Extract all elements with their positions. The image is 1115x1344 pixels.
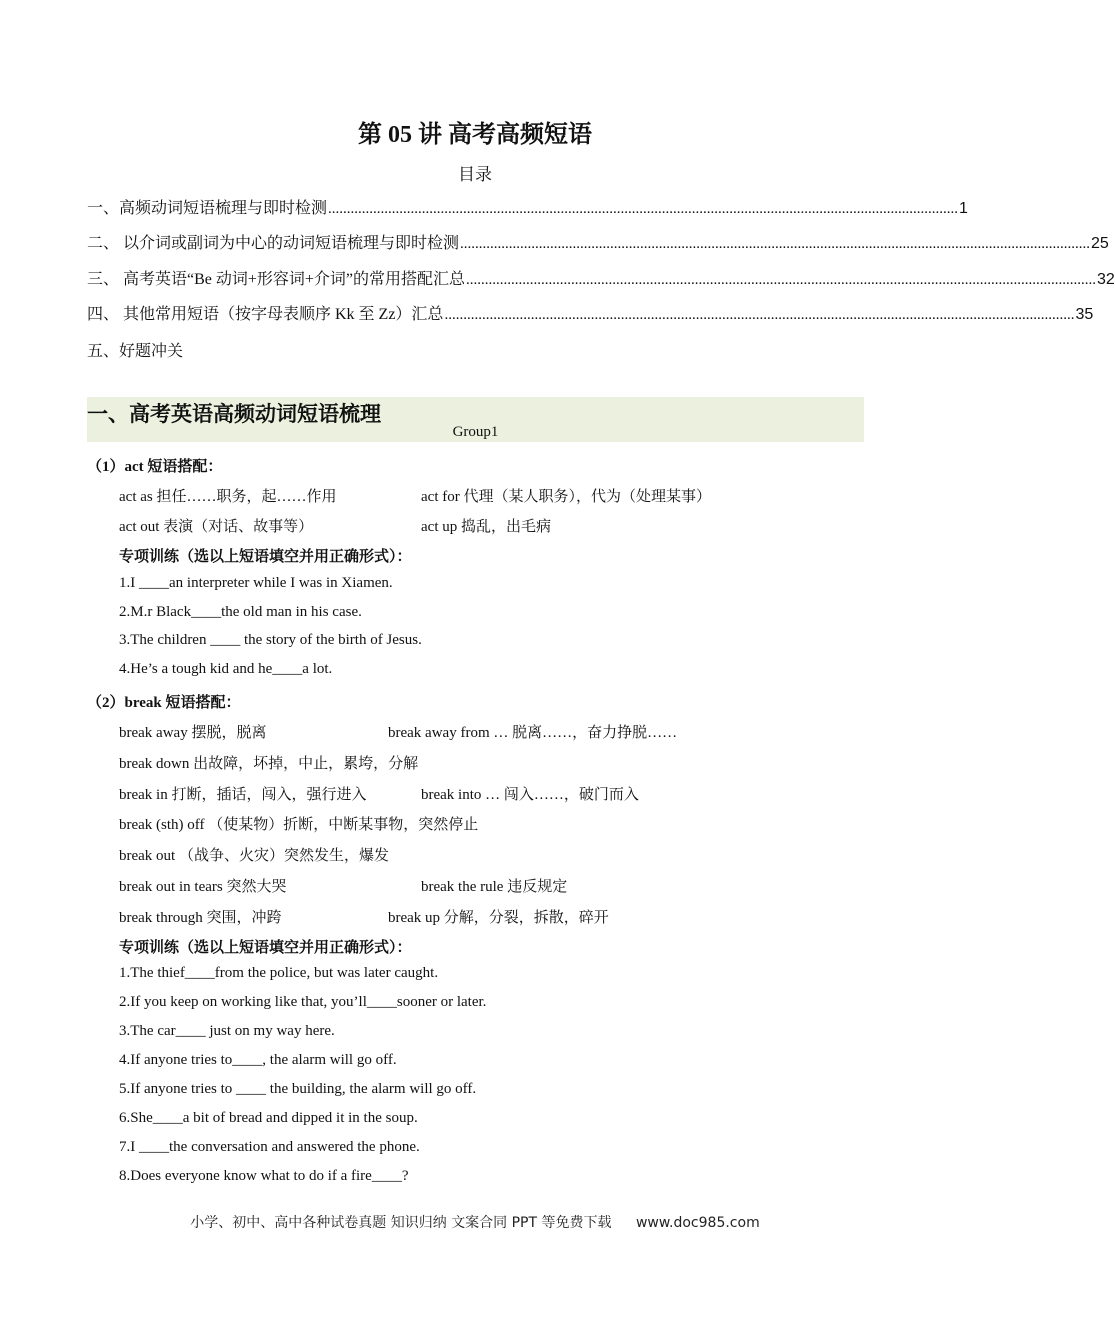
exercise-item: 8.Does everyone know what to do if a fire____? [119, 1168, 409, 1184]
group-label: Group1 [452, 424, 499, 440]
footer-link[interactable]: www.doc985.com [635, 1215, 760, 1231]
phrase-item: break into … 闯入……，破门而入 [421, 787, 639, 803]
toc-page-number: 35 [1075, 306, 1094, 323]
phrase-item: break through 突围，冲跨 [119, 910, 282, 926]
exercise-item: 2.M.r Black____the old man in his case. [119, 604, 362, 620]
phrase-item: break away from … 脱离……，奋力挣脱…… [388, 725, 678, 741]
phrase-item: break up 分解，分裂，拆散，碎开 [388, 910, 609, 926]
phrase-item: act as 担任……职务，起……作用 [119, 489, 337, 505]
toc-leader: ........................................................................................................................................................................ [466, 272, 1097, 288]
phrase-item: break out （战争、火灾）突然发生，爆发 [119, 848, 389, 864]
toc-item[interactable] [87, 301, 1094, 325]
toc-page-number: 32 [1097, 271, 1115, 288]
exercise-item: 5.If anyone tries to ____ the building, the alarm will go off. [119, 1081, 477, 1097]
toc-item-text: 四、 其他常用短语（按字母表顺序 Kk 至 Zz）汇总 [87, 306, 444, 323]
toc-item[interactable] [87, 338, 835, 362]
toc-item-text: 五、好题冲关 [87, 343, 184, 360]
phrase-item: break out in tears 突然大哭 [119, 879, 287, 895]
page-title: 第 05 讲 高考高频短语 [358, 122, 592, 148]
exercise-item: 1.I ____an interpreter while I was in Xiamen. [119, 575, 393, 591]
phrase-item: break the rule 违反规定 [421, 879, 568, 895]
toc-item-text: 一、高频动词短语梳理与即时检测 [87, 200, 328, 217]
toc-item-text: 二、 以介词或副词为中心的动词短语梳理与即时检测 [87, 235, 460, 252]
toc-page-number: 25 [1091, 235, 1109, 252]
exercise-item: 3.The car____ just on my way here. [119, 1023, 335, 1039]
phrase-item: break in 打断，插话，闯入，强行进入 [119, 787, 367, 803]
exercise-item: 4.He’s a tough kid and he____a lot. [119, 661, 333, 677]
act-heading: （1）act 短语搭配： [87, 459, 223, 475]
training-heading: 专项训练（选以上短语填空并用正确形式）： [119, 549, 412, 565]
toc-item[interactable] [87, 195, 968, 219]
section-heading: 一、高考英语高频动词短语梳理 [87, 402, 381, 426]
page-footer [0, 1212, 950, 1232]
toc-item[interactable] [87, 266, 1115, 290]
training-heading: 专项训练（选以上短语填空并用正确形式）： [119, 940, 412, 956]
phrase-item: break (sth) off （使某物）折断，中断某事物，突然停止 [119, 817, 479, 833]
toc-item-text: 三、 高考英语“Be 动词+形容词+介词”的常用搭配汇总 [87, 271, 466, 288]
toc-heading: 目录 [458, 165, 492, 184]
exercise-item: 7.I ____the conversation and answered the phone. [119, 1139, 420, 1155]
exercise-item: 1.The thief____from the police, but was later caught. [119, 965, 439, 981]
phrase-item: break down 出故障，坏掉，中止，累垮，分解 [119, 756, 419, 772]
footer-text: 小学、初中、高中各种试卷真题 知识归纳 文案合同 PPT 等免费下载 [190, 1215, 612, 1231]
toc-leader: ........................................................................................................................................................................ [444, 307, 1075, 323]
toc-page-number: 1 [959, 200, 968, 217]
phrase-item: act up 捣乱，出毛病 [421, 519, 551, 535]
toc-leader: ........................................................................................................................................................................ [328, 201, 959, 217]
phrase-item: act for 代理（某人职务），代为（处理某事） [421, 489, 711, 505]
exercise-item: 2.If you keep on working like that, you’ll____sooner or later. [119, 994, 487, 1010]
exercise-item: 6.She____a bit of bread and dipped it in the soup. [119, 1110, 418, 1126]
toc-item[interactable] [87, 230, 1109, 254]
phrase-item: break away 摆脱，脱离 [119, 725, 267, 741]
break-heading: （2）break 短语搭配： [87, 695, 241, 711]
exercise-item: 4.If anyone tries to____, the alarm will go off. [119, 1052, 397, 1068]
exercise-item: 3.The children ____ the story of the birth of Jesus. [119, 632, 422, 648]
toc-leader: ........................................................................................................................................................................ [460, 236, 1091, 252]
phrase-item: act out 表演（对话、故事等） [119, 519, 314, 535]
